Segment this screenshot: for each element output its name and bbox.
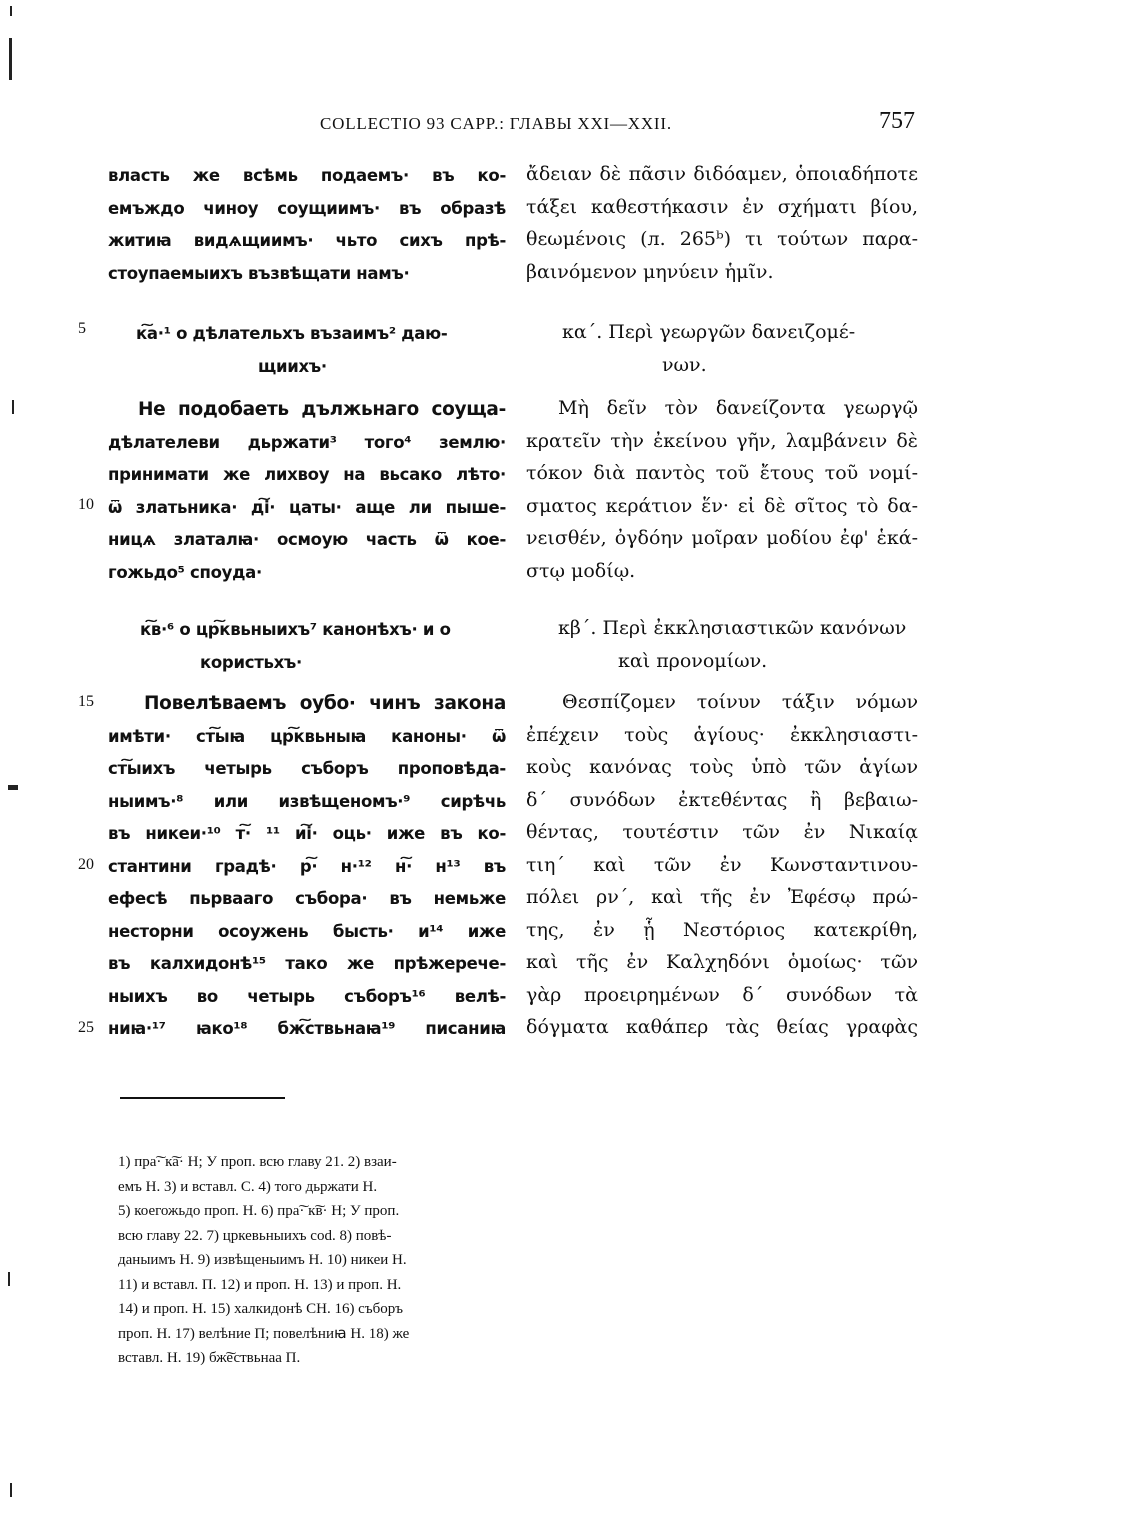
footnote-line: проп. H. 17) велѣние П; повелѣниꙗ H. 18) же [118, 1325, 410, 1342]
text-line: τιη΄ καὶ τῶν ἐν Κωνσταντινου- [526, 853, 918, 876]
greek-section-22 [526, 686, 918, 1044]
footnote-line: 5) коегожьдо проп. H. 6) пра͠· к͠в· H; У проп. [118, 1203, 400, 1219]
slavonic-section-21 [108, 394, 506, 589]
text-line: πόλει ρν΄, καὶ τῆς ἐν Ἐφέσῳ πρώ- [526, 886, 918, 908]
line-number: 10 [78, 496, 94, 513]
text-line: της, ἐν ᾗ Νεστόριος κατεκρίθη, [526, 918, 918, 941]
text-line: гожьдо⁵ споуда· [108, 562, 262, 582]
heading-line: щиихъ· [258, 356, 327, 376]
scan-mark [8, 1272, 10, 1286]
text-line: κοὺς κανόνας τοὺς ὑπὸ τῶν ἁγίων [526, 756, 918, 778]
page-number: 757 [879, 108, 915, 134]
scan-mark [8, 785, 18, 790]
text-line: βαινόμενον μηνύειν ἡμῖν. [526, 260, 774, 283]
text-line: ефесѣ пьрвааго събора· въ немьже [108, 889, 506, 908]
heading-line: κβ΄. Περὶ ἐκκλησιαστικῶν κανόνων [558, 617, 907, 639]
footnotes [118, 1150, 513, 1371]
page-header [320, 108, 915, 138]
line-number: 25 [78, 1019, 94, 1036]
text-line: νεισθέν, ὀγδόην μοῖραν μοδίου ἐφ' ἑκά- [526, 527, 918, 549]
text-line: κρατεῖν τὴν ἐκείνου γῆν, λαμβάνειν δὲ [526, 429, 918, 452]
running-title: COLLECTIO 93 CAPP.: ГЛАВЫ XXI—XXII. [320, 114, 672, 133]
text-line: ἐπέχειν τοὺς ἁγίους· ἐκκλησιαστι- [526, 723, 918, 746]
footnote-line: 1) пра͠· к͠а· H; У проп. всю главу 21. 2) взаи- [118, 1154, 397, 1170]
text-line: καὶ τῆς ἐν Καλχηδόνι ὁμοίως· τῶν [526, 951, 918, 973]
slavonic-section-22 [108, 688, 506, 1046]
line-number: 15 [78, 693, 94, 710]
greek-section-21 [526, 392, 918, 587]
footnote-rule [120, 1097, 285, 1099]
text-line: γὰρ προειρημένων δ΄ συνόδων τὰ [526, 983, 918, 1006]
text-line: Не подобаеть дължьнаго соуща- [138, 399, 506, 420]
text-line: житиꙗ видѧщиимъ· чьто сихъ прѣ- [108, 231, 506, 250]
text-line: въ никеи·¹⁰ т͠· ¹¹ и͠і· оць· иже въ ко- [108, 824, 506, 843]
text-line: дѣлателеви дьржати³ того⁴ землю· [108, 432, 506, 452]
text-line: Μὴ δεῖν τὸν δανείζοντα γεωργῷ [558, 397, 918, 419]
slavonic-intro [108, 160, 506, 290]
scan-mark [9, 38, 12, 80]
text-line: ницѧ златалꙗ· осмоую часть ѿ кое- [108, 530, 506, 549]
text-line: τάξει καθεστήκασιν ἐν σχήματι βίου, [526, 195, 918, 218]
text-line: τόκον διὰ παντὸς τοῦ ἔτους τοῦ νομί- [526, 462, 918, 484]
heading-line: καὶ προνομίων. [618, 649, 768, 672]
slavonic-heading-21 [108, 318, 506, 383]
text-line: θεωμένοις (л. 265ᵇ) τι τούτων παρα- [526, 228, 918, 250]
line-number: 20 [78, 856, 94, 873]
greek-intro [526, 158, 918, 288]
heading-line: к͠а·¹ о дѣлательхъ възаимъ² даю- [136, 324, 448, 343]
text-line: Θεσπίζομεν τοίνυν τάξιν νόμων [562, 691, 918, 713]
text-line: στῳ μοδίῳ. [526, 559, 636, 582]
text-line: въ калхидонѣ¹⁵ тако же прѣжерече- [108, 954, 506, 973]
scan-mark [12, 400, 14, 414]
text-line: имѣти· ст͠ыꙗ цр͠квьныꙗ каноны· ѿ [108, 726, 506, 746]
text-line: δ΄ συνόδων ἐκτεθέντας ἢ βεβαιω- [526, 788, 918, 811]
text-line: δόγματα καθάπερ τὰς θείας γραφὰς [526, 1016, 918, 1038]
text-line: емъждо чиноу соущиимъ· въ образѣ [108, 198, 506, 218]
text-line: ниꙗ·¹⁷ ꙗко¹⁸ бж͠ствьнаꙗ¹⁹ писаниꙗ [108, 1019, 506, 1038]
text-line: ѿ златьника· д͠і· цаты· аще ли пыше- [108, 497, 506, 517]
text-line: несторни осоужень бысть· и¹⁴ иже [108, 921, 506, 941]
line-number: 5 [78, 320, 86, 337]
footnote-line: вставл. H. 19) бж͠ествьнаа П. [118, 1350, 301, 1366]
footnote-line: всю главу 22. 7) цркевьныихъ cod. 8) повѣ- [118, 1227, 392, 1244]
scan-mark [10, 6, 12, 16]
footnote-line: емъ H. 3) и вставл. C. 4) того дьржати H. [118, 1178, 378, 1195]
heading-line: к͠в·⁶ о цр͠квьныихъ⁷ канонѣхъ· и о [140, 620, 451, 639]
text-line: σματος κεράτιον ἕν· εἰ δὲ σῖτος τὸ δα- [526, 494, 918, 517]
footnote-line: 14) и проп. H. 15) халкидонѣ CH. 16) съборъ [118, 1301, 403, 1317]
text-line: Повелѣваемъ оубо· чинъ закона [144, 693, 506, 714]
greek-heading-21 [526, 316, 918, 381]
text-line: стантини градѣ· р͠· н·¹² н͠· н¹³ въ [108, 856, 506, 876]
footnote-line: даныимъ H. 9) извѣщеныимъ H. 10) никеи H. [118, 1252, 407, 1268]
text-line: ныихъ во четырь съборъ¹⁶ велѣ- [108, 986, 506, 1006]
slavonic-heading-22 [108, 614, 506, 679]
text-line: ныимъ·⁸ или извѣщеномъ·⁹ сирѣчь [108, 791, 506, 811]
heading-line: κα΄. Περὶ γεωργῶν δανειζομέ- [562, 321, 856, 343]
text-line: власть же всѣмь подаемъ· въ ко- [108, 166, 506, 185]
footnote-line: 11) и вставл. П. 12) и проп. H. 13) и проп. H. [118, 1276, 402, 1293]
greek-heading-22 [526, 612, 918, 677]
text-line: ἄδειαν δὲ πᾶσιν διδόαμεν, ὁποιαδήποτε [526, 163, 918, 185]
heading-line: νων. [662, 353, 707, 376]
text-line: ст͠ыихъ четырь съборъ проповѣда- [108, 759, 506, 778]
text-line: принимати же лихвоу на вьсако лѣто· [108, 465, 506, 484]
text-line: θέντας, τουτέστιν τῶν ἐν Νικαίᾳ [526, 821, 918, 843]
heading-line: користьхъ· [200, 652, 302, 672]
text-line: стоупаемыихъ възвѣщати намъ· [108, 263, 410, 283]
scan-mark [10, 1483, 12, 1497]
